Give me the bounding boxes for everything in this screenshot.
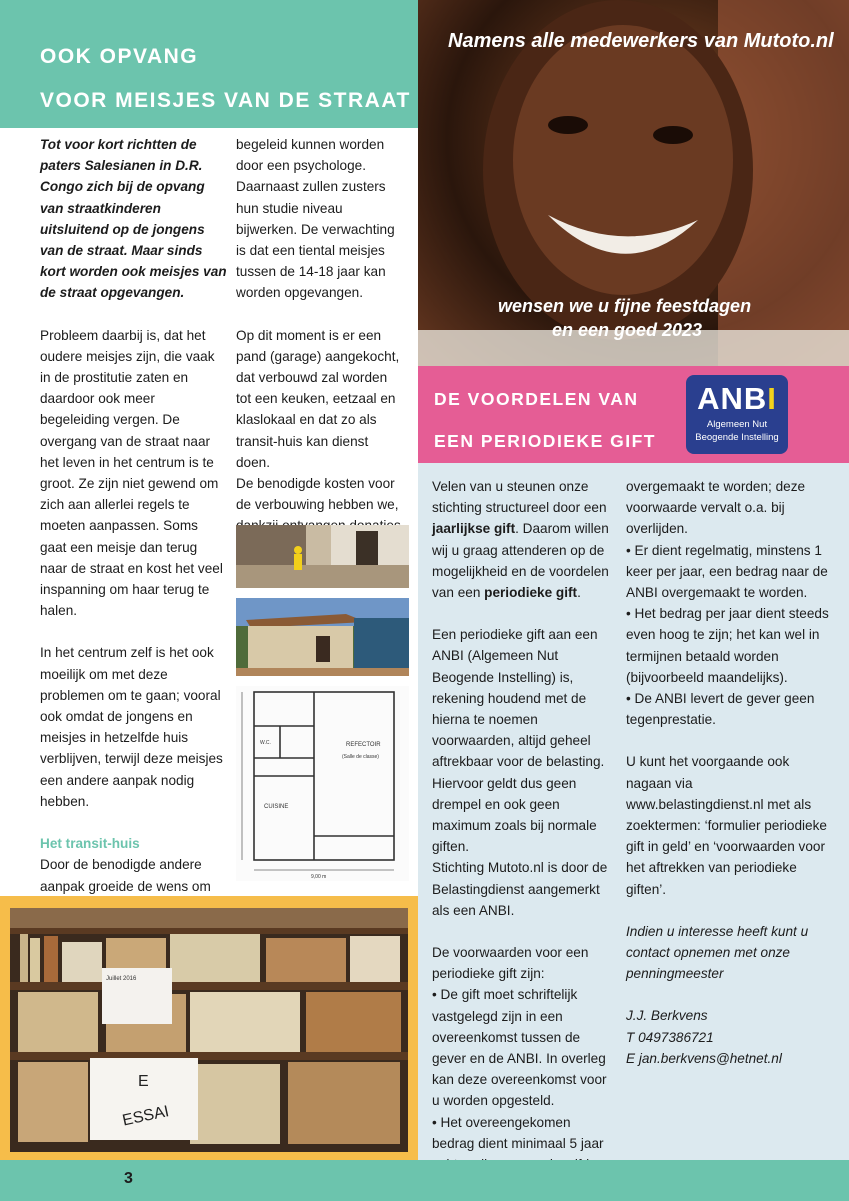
article-paragraph: Op dit moment is er een pand (garage) aangekocht, dat verbouwd zal worden tot een keuken, eetzaal en klaslokaal en dat zo als transit-huis kan dienst doen. [236,327,400,470]
house-photo-image [236,598,409,676]
bookshelf-image [10,908,408,1152]
floor-plan-drawing [236,686,409,881]
page-footer [0,1160,849,1201]
signature-phone: T 0497386721 [626,1029,714,1045]
signature-email: E jan.berkvens@hetnet.nl [626,1050,782,1066]
anbi-title-line1: DE VOORDELEN VAN [434,389,639,409]
plan-label-refectoir: REFECTOIR [346,742,381,748]
anbi-column-2 [626,476,831,1069]
page-number: 3 [124,1170,133,1187]
anbi-logo-sub2: Beogende Instelling [695,432,779,443]
anbi-logo-sub1: Algemeen Nut [706,419,768,430]
anbi-lookup-paragraph: U kunt het voorgaande ook nagaan via www.belastingdienst.nl met als zoektermen: ‘formulier periodieke gift in geld’ en ‘voorwaarden voor het aftrekken van periodieke giften’. [626,754,827,897]
anbi-logo [686,375,788,454]
article-column-1 [40,134,228,960]
plan-label-wc: W.C. [260,740,271,746]
anbi-condition-4: • Het bedrag per jaar dient steeds even hoog te zijn; het kan wel in termijnen betaald worden (bijvoorbeeld maandelijks). [626,606,829,685]
yard-photo-image [236,525,409,588]
plan-label-dimension: 9,00 m [311,874,327,880]
anbi-column-1 [432,476,612,1197]
house-photo [236,598,409,676]
bookshelf-photo-frame [0,896,418,1160]
girl-photo [418,0,849,366]
article-title-line2: VOOR MEISJES VAN DE STRAAT [40,89,411,112]
anbi-condition-5: • De ANBI levert de gever geen tegenprestatie. [626,691,815,728]
floor-plan-sketch [236,686,409,881]
anbi-condition-2-cont: overgemaakt te worden; deze voorwaarde vervalt o.a. bij overlijden. [626,479,806,537]
photo-banner: Namens alle medewerkers van Mutoto.nl [448,30,834,52]
sign-letter: E [138,1073,149,1090]
article-paragraph: In het centrum zelf is het ook moeilijk om met deze problemen om te gaan; vooral ook omdat de jongens en meisjes in hetzelfde huis verblijven, terwijl deze meisjes een andere aanpak nodig hebben. [40,645,223,809]
article-paragraph: Probleem daarbij is, dat het oudere meisjes zijn, die vaak in de prostitutie zaten en daardoor ook meer begeleiding vergen. De overgang van de straat naar het leven in het centrum is te groot. Ze zijn niet gewend om zich aan allerlei regels te moeten aanpassen. Soms gaat een meisje dan terug naar de straat en kost het veel inspanning om haar terug te halen. [40,327,223,619]
article-column-2 [236,134,406,558]
anbi-intro: Velen van u steunen onze stichting structureel door een jaarlijkse gift. Daarom willen wij u graag attenderen op de mogelijkheid en de voordelen van een periodieke gift. [432,479,609,601]
plan-label-salle: (Salle de classe) [342,754,379,760]
anbi-paragraph: Stichting Mutoto.nl is door de Belastingdienst aangemerkt als een ANBI. [432,860,608,918]
article-paragraph: begeleid kunnen worden door een psychologe. Daarnaast zullen zusters hun studie niveau bijwerken. De verwachting is dat een tiental meisjes tussen de 14-18 jaar kan worden opgevangen. [236,137,395,301]
bookshelf-photo [10,908,408,1152]
article-paragraph: Door de benodigde andere aanpak groeide de wens om [40,857,211,894]
yard-photo [236,525,409,588]
article-header [0,0,418,128]
calendar-label: Juillet 2016 [106,976,137,982]
anbi-paragraph: Een periodieke gift aan een ANBI (Algemeen Nut Beogende Instelling) is, rekening houdend met de hierna te noemen voorwaarden, altijd geheel aftrekbaar voor de belasting. Hiervoor geldt dus geen drempel en ook geen maximum zoals bij normale giften. [432,627,605,855]
anbi-title-line2: EEN PERIODIEKE GIFT [434,431,656,451]
article-subheading: Het transit-huis [40,836,140,852]
article-paragraph: De benodigde kosten voor de verbouwing hebben we, [236,476,399,513]
signature-name: J.J. Berkvens [626,1008,708,1024]
plan-label-cuisine: CUISINE [264,804,289,810]
anbi-contact-paragraph: Indien u interesse heeft kunt u contact opnemen met onze penningmeester [626,923,809,982]
article-title-line1: OOK OPVANG [40,45,199,68]
photo-wish-line2: en een goed 2023 [552,320,703,340]
anbi-condition-2: • Het overeengekomen bedrag dient minimaal 5 jaar [432,1114,604,1151]
photo-wish-line1: wensen we u fijne feestdagen [498,296,752,316]
anbi-condition-3: • Er dient regelmatig, minstens 1 keer per jaar, een bedrag naar de ANBI overgemaakt te worden. [626,542,828,601]
anbi-conditions-intro: De voorwaarden voor een periodieke gift zijn: [432,945,589,982]
sign-essai: ESSAI [120,1103,171,1130]
anbi-condition-1: • De gift moet schriftelijk vastgelegd zijn in een overeenkomst tussen de gever en de ANBI. In overleg kan deze overeenkomst voor u worden opgesteld. [432,987,607,1109]
article-lead: Tot voor kort richtten de paters Salesianen in D.R. Congo zich bij de opvang van straatkinderen uitsluitend op de jongens van de straat. Maar sinds kort worden ook meisjes van de straat opgevangen. [40,137,227,301]
anbi-header [418,366,849,463]
anbi-logo-text: ANBI [697,381,777,416]
